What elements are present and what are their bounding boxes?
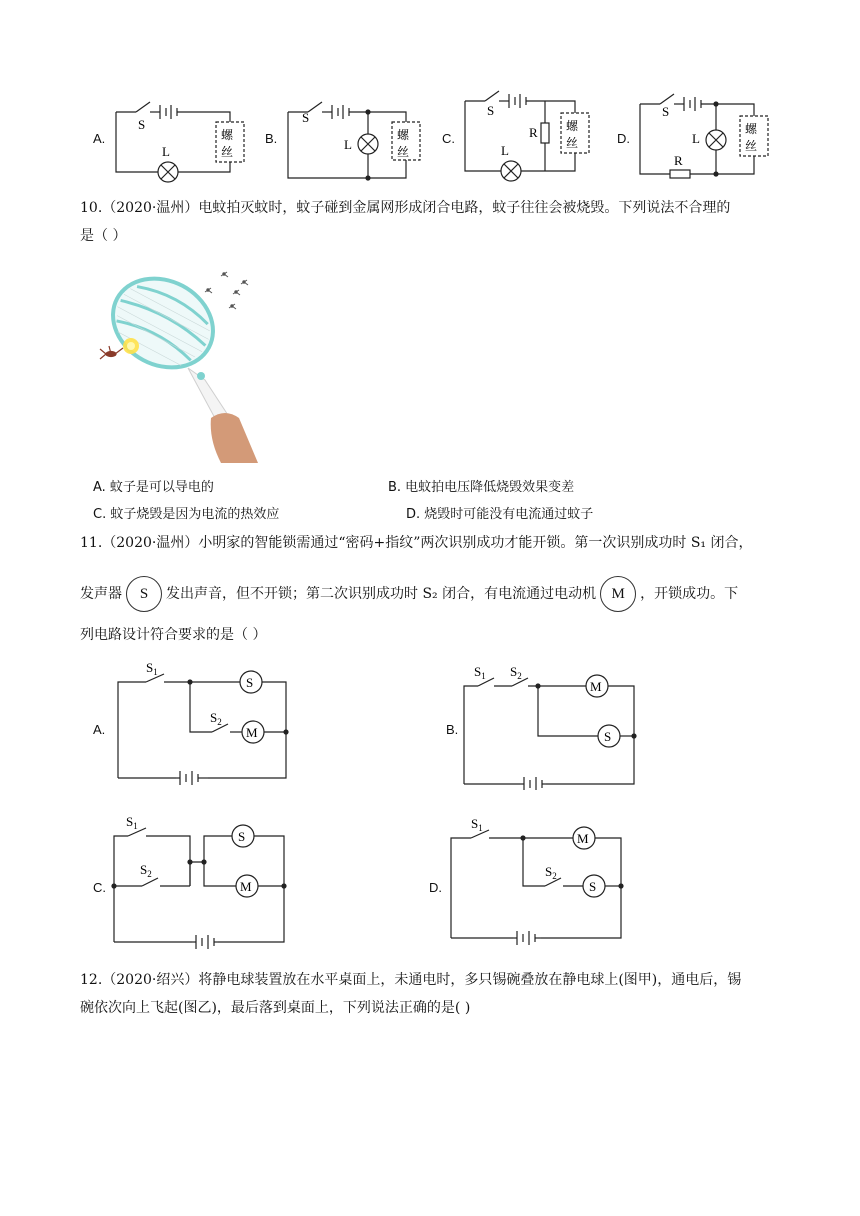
q9b-lamp-label: L	[344, 137, 352, 152]
q9d-switch-label: S	[662, 104, 670, 119]
q9c-coil-1: 螺	[566, 119, 579, 133]
q11-circuit-d	[445, 814, 635, 948]
q11-stem-line1: 11.（2020·温州）小明家的智能锁需通过“密码+指纹”两次识别成功才能开锁。第一次识别成功时 S₁ 闭合，	[80, 535, 753, 551]
q10-option-b[interactable]: B. 电蚊拍电压降低烧毁效果变差	[388, 480, 575, 495]
q9-circuit-b	[280, 92, 425, 188]
q11b-s2-label: $S_2$	[510, 664, 522, 681]
q11c-s1-label: $S_1$	[126, 814, 138, 831]
sounder-symbol: S	[126, 576, 162, 612]
q11d-sounder: S	[589, 879, 597, 894]
q11-text-mid: 发出声音，但不开锁；第二次识别成功时 S₂ 闭合，有电流通过电动机	[166, 586, 597, 602]
q9a-switch-label: S	[138, 117, 146, 132]
q9d-coil-1: 螺	[745, 122, 758, 136]
q9c-switch-label: S	[487, 103, 495, 118]
q11-circuit-c	[106, 812, 296, 950]
q11d-motor: M	[577, 831, 589, 846]
q11b-sounder: S	[604, 729, 612, 744]
q11-circuit-b	[458, 660, 648, 790]
q11-stem-line2	[80, 576, 738, 612]
q11b-s1-label: $S_1$	[474, 664, 486, 681]
q9a-coil-1: 螺	[221, 128, 234, 142]
q11a-sounder: S	[246, 675, 254, 690]
q9-option-b-letter: B.	[265, 131, 278, 146]
q11c-motor: M	[240, 879, 252, 894]
q11a-s2-label: $S_2$	[210, 710, 222, 727]
q11-text-end: ，开锁成功。下	[640, 586, 739, 602]
q11a-s1-label: $S_1$	[146, 660, 158, 677]
q9a-coil-2: 丝	[221, 145, 234, 159]
q10-option-c[interactable]: C. 蚊子烧毁是因为电流的热效应	[93, 507, 280, 522]
q10-option-d[interactable]: D. 烧毁时可能没有电流通过蚊子	[406, 507, 594, 522]
q10-option-a[interactable]: A. 蚊子是可以导电的	[93, 480, 214, 495]
q9b-coil-1: 螺	[397, 128, 410, 142]
q9b-switch-label: S	[302, 110, 310, 125]
q9-circuit-a	[108, 92, 253, 188]
q11-option-b-letter[interactable]: B.	[446, 722, 459, 737]
q11-text-sounder: 发声器	[80, 586, 122, 602]
q11c-sounder: S	[238, 829, 246, 844]
q11-stem-line3: 列电路设计符合要求的是（ ）	[80, 627, 267, 643]
q11-circuit-a	[110, 658, 300, 788]
motor-symbol: M	[600, 576, 636, 612]
q10-stem-line1: 10.（2020·温州）电蚊拍灭蚊时，蚊子碰到金属网形成闭合电路，蚊子往往会被烧毁。下列说法不合理的	[80, 200, 731, 216]
q10-stem-line2: 是（ ）	[80, 228, 127, 244]
q11d-s2-label: $S_2$	[545, 864, 557, 881]
q9-circuit-d	[632, 88, 777, 188]
q12-stem-line1: 12.（2020·绍兴）将静电球装置放在水平桌面上，未通电时，多只锡碗叠放在静电球上(图甲)，通电后，锡	[80, 972, 742, 988]
q9-option-d-letter: D.	[617, 131, 630, 146]
q11b-motor: M	[590, 679, 602, 694]
q11c-s2-label: $S_2$	[140, 862, 152, 879]
mosquito-swatter-image	[93, 268, 268, 463]
q9c-lamp-label: L	[501, 143, 509, 158]
q9d-coil-2: 丝	[745, 139, 758, 153]
q9-option-a-letter: A.	[93, 131, 106, 146]
q9c-resistor-label: R	[529, 125, 538, 140]
q11-option-a-letter[interactable]: A.	[93, 722, 106, 737]
q11-option-c-letter[interactable]: C.	[93, 880, 106, 895]
q9b-coil-2: 丝	[397, 145, 410, 159]
q9d-lamp-label: L	[692, 131, 700, 146]
q11a-motor: M	[246, 725, 258, 740]
q9-option-c-letter: C.	[442, 131, 455, 146]
q9d-resistor-label: R	[674, 153, 683, 168]
q12-stem-line2: 碗依次向上飞起(图乙)，最后落到桌面上，下列说法正确的是( )	[80, 1000, 471, 1016]
q9a-lamp-label: L	[162, 144, 170, 159]
q9c-coil-2: 丝	[566, 136, 579, 150]
q9-circuit-c	[457, 85, 607, 187]
q11d-s1-label: $S_1$	[471, 816, 483, 833]
q11-option-d-letter[interactable]: D.	[429, 880, 442, 895]
